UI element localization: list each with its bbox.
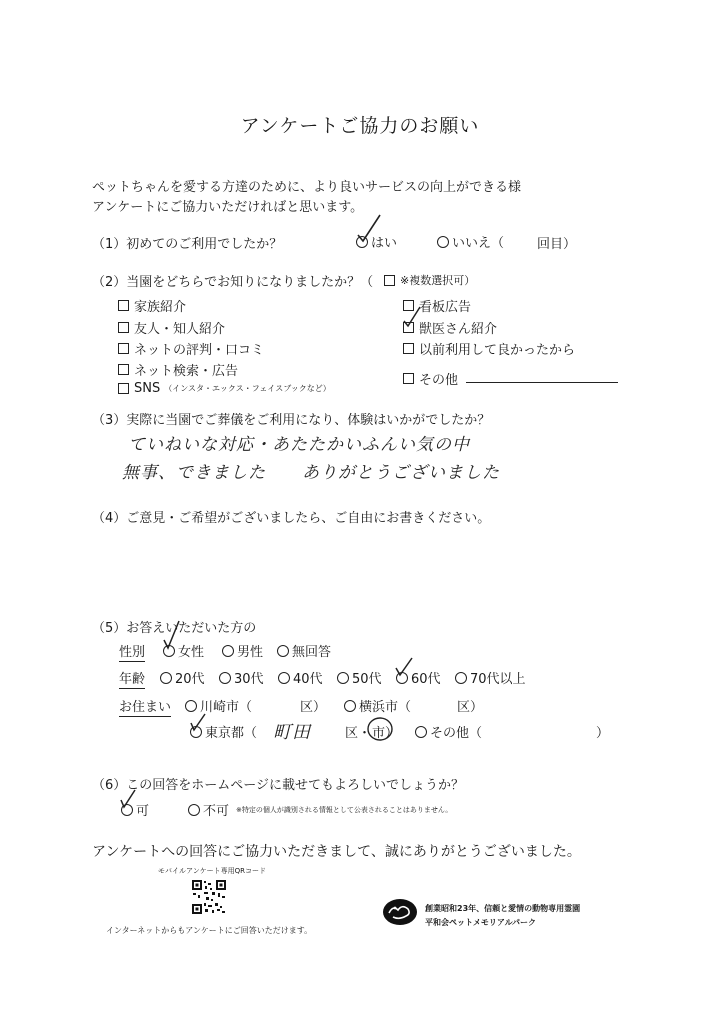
radio[interactable] (344, 700, 356, 712)
kawasaki-ku: 区） (300, 700, 327, 715)
q1-yes-checkmark (356, 213, 386, 243)
q6-yes-option[interactable]: 可 (121, 800, 149, 819)
q2-note: ※複数選択可） (384, 272, 475, 288)
radio[interactable] (455, 672, 467, 684)
q3-label: （3）実際に当園でご葬儀をご利用になり、体験はいかがでしたか？ (92, 413, 491, 428)
q5-label: （5）お答えいただいた方の (92, 621, 257, 636)
gender-female-checkmark (162, 620, 184, 650)
q1-no-option[interactable] (437, 232, 504, 251)
checkbox[interactable] (118, 383, 129, 394)
radio[interactable] (415, 726, 427, 738)
q6-no-option[interactable]: 不可 (188, 800, 229, 819)
q4-label: （4）ご意見・ご希望がございましたら、ご自由にお書きください。 (92, 511, 491, 526)
radio[interactable] (277, 645, 289, 657)
q1-label: （1）初めてのご利用でしたか？ (92, 237, 283, 252)
address-yokohama[interactable]: 横浜市（ (344, 696, 411, 715)
yokohama-ku: 区） (457, 700, 484, 715)
q1-yes-label: はい (371, 236, 398, 251)
q2-note-checkbox (384, 275, 395, 286)
checkbox[interactable] (403, 343, 414, 354)
page-title: アンケートご協力のお願い (240, 115, 480, 137)
q2-option-search[interactable]: ネット検索・広告 (118, 360, 238, 379)
radio[interactable] (337, 672, 349, 684)
q2-option-reviews[interactable]: ネットの評判・口コミ (118, 339, 264, 358)
q1-no-radio[interactable] (437, 236, 449, 248)
qr-caption-bottom: インターネットからもアンケートにご回答いただけます。 (106, 926, 313, 935)
tokyo-shi-circled-mark (367, 716, 395, 742)
age-40s[interactable]: 40代 (278, 668, 323, 687)
q2-option-other[interactable]: その他 (403, 369, 458, 388)
radio[interactable] (278, 672, 290, 684)
other-close-paren: ） (596, 726, 610, 741)
address-tokyo-checkmark (189, 712, 209, 734)
tokyo-handwritten-city: 町田 (273, 722, 311, 743)
q1-no-label: いいえ（ (452, 236, 505, 251)
checkbox[interactable] (403, 373, 414, 384)
checkbox[interactable] (118, 364, 129, 375)
q2-option-previous[interactable]: 以前利用して良かったから (403, 339, 575, 358)
gender-none[interactable]: 無回答 (277, 641, 331, 660)
age-30s[interactable]: 30代 (219, 668, 264, 687)
q2-label: （2）当園をどちらでお知りになりましたか？（ (92, 275, 374, 290)
checkbox[interactable] (118, 343, 129, 354)
q2-other-blank-line[interactable] (466, 382, 618, 383)
q2-option-signboard[interactable]: 看板広告 (403, 296, 471, 315)
gender-female[interactable]: 女性 (163, 641, 204, 660)
checkbox[interactable] (118, 322, 129, 333)
q2-option-family[interactable]: 家族紹介 (118, 296, 186, 315)
company-logo-icon (382, 898, 418, 926)
qr-caption-top: モバイルアンケート専用QRコード (158, 867, 266, 875)
address-label: お住まい (119, 696, 171, 717)
q6-yes-checkmark (119, 788, 139, 810)
q6-note: ※特定の個人が識別される情報として公表されることはありません。 (236, 806, 453, 814)
age-label: 年齢 (119, 668, 145, 689)
age-60s[interactable]: 60代 (396, 668, 441, 687)
intro-line-2: アンケートにご協力いただければと思います。 (92, 200, 364, 215)
q6-label: （6）この回答をホームページに載せてもよろしいでしょうか？ (92, 778, 465, 793)
checkbox[interactable] (118, 300, 129, 311)
q1-times-label: 回目） (537, 237, 577, 252)
tokyo-shi: 市） (372, 726, 399, 741)
address-kawasaki[interactable]: 川崎市（ (185, 696, 252, 715)
age-50s[interactable]: 50代 (337, 668, 382, 687)
q2-option-sns[interactable]: SNS （インスタ・エックス・フェイスブックなど） (118, 381, 331, 396)
radio[interactable] (185, 700, 197, 712)
radio[interactable] (219, 672, 231, 684)
address-other[interactable]: その他（ (415, 722, 482, 741)
radio[interactable] (188, 804, 200, 816)
radio[interactable] (222, 645, 234, 657)
age-70s-plus[interactable]: 70代以上 (455, 668, 526, 687)
company-name: 平和会ペットメモリアルパーク (425, 918, 537, 927)
age-60s-checkmark (394, 656, 416, 678)
radio[interactable] (160, 672, 172, 684)
q3-handwritten-answer-line-1: ていねいな対応・あたたかいふんい気の中 (128, 435, 470, 455)
gender-male[interactable]: 男性 (222, 641, 263, 660)
company-tagline: 創業昭和23年、信頼と愛情の動物専用霊園 (425, 904, 581, 913)
age-20s[interactable]: 20代 (160, 668, 205, 687)
qr-code[interactable] (192, 880, 226, 914)
sns-note: （インスタ・エックス・フェイスブックなど） (164, 384, 331, 393)
intro-line-1: ペットちゃんを愛する方達のために、より良いサービスの向上ができる様 (92, 180, 522, 195)
gender-label: 性別 (119, 641, 145, 662)
q3-handwritten-answer-line-2: 無事、できました ありがとうございました (122, 463, 500, 483)
q2-vet-checkmark (402, 306, 424, 328)
q2-option-vet[interactable]: 獣医さん紹介 (403, 318, 497, 337)
q2-option-friend[interactable]: 友人・知人紹介 (118, 318, 225, 337)
tokyo-ku: 区・ (345, 726, 372, 741)
closing-message: アンケートへの回答にご協力いただきまして、誠にありがとうございました。 (92, 844, 581, 860)
address-tokyo[interactable]: 東京都（ (190, 722, 257, 741)
